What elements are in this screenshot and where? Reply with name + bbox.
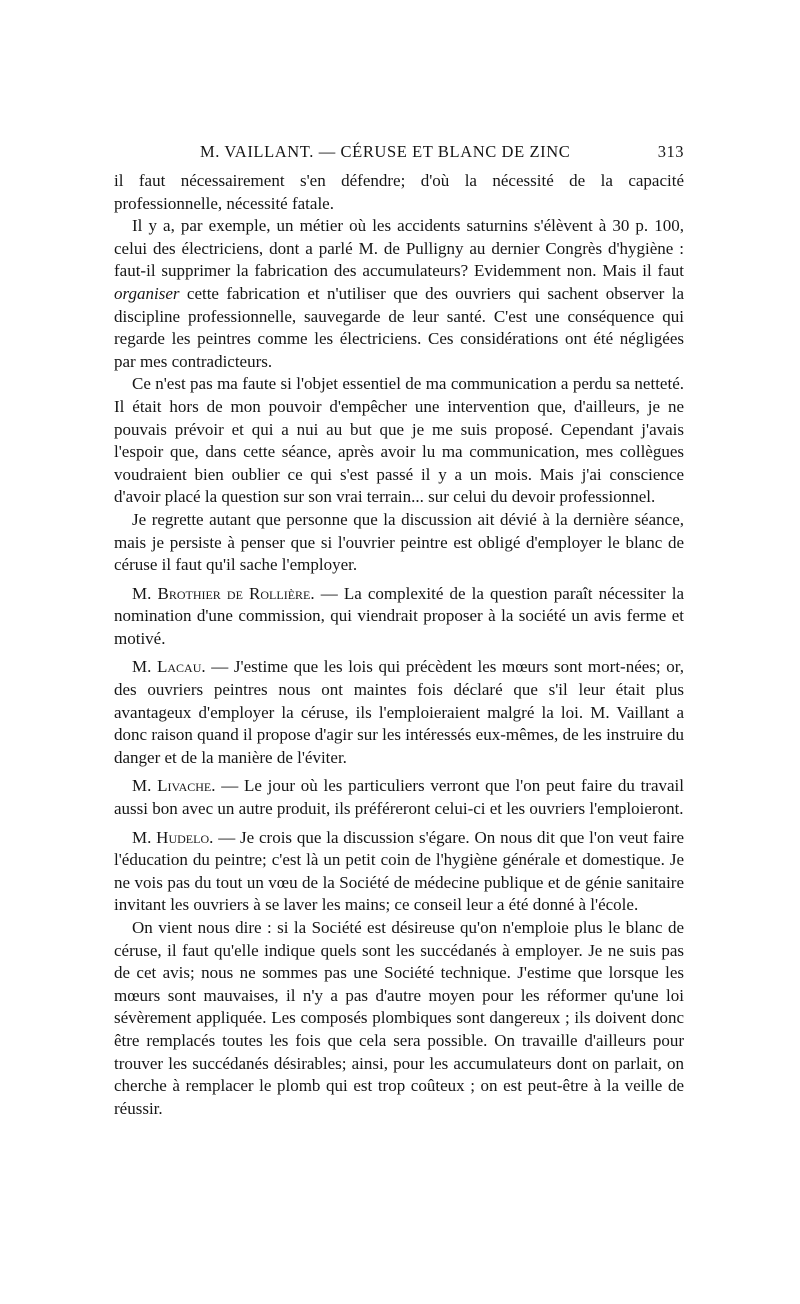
paragraph-text: — Le jour où les particuliers verront que l'on peut faire du travail aussi bon avec un autre produit, ils préféreront celui-ci et les ouvriers l'emploieront. (114, 776, 685, 819)
paragraph-text: Je regrette autant que personne que la discussion ait dévié à la dernière séance, mais je persiste à penser que si l'ouvrier peintre est obligé d'employer le blanc de céruse il faut qu'il sache l'employer. (114, 509, 684, 575)
paragraph (114, 509, 684, 577)
page-number: 313 (657, 142, 684, 161)
speaker-name: M. Livache. (132, 776, 216, 796)
paragraph-text: cette fabrication et n'utiliser que des ouvriers qui sachent observer la discipline professionnelle, sauvegarde de leur santé. C'est une conséquence qui regarde les peintres comme les électriciens. Ces considérations ont été négligées par mes contradicteurs. (114, 283, 684, 371)
paragraph-continued (114, 170, 684, 215)
paragraph-text: On vient nous dire : si la Société est désireuse qu'on n'emploie plus le blanc de céruse, il faut qu'elle indique quels sont les succédanés à employer. Je ne suis pas de cet avis; nous ne sommes pas une Société technique. J'estime que lorsque les mœurs sont mauvaises, il n'y a pas d'autre moyen pour les réformer qu'une loi sévèrement appliquée. Les composés plombiques sont dangereux ; ils doivent donc être remplacés toutes les fois que cela sera possible. On travaille d'ailleurs pour trouver les succédanés désirables; ainsi, pour les accumulateurs dont on parlait, on cherche à remplacer le plomb qui est trop coûteux ; on est peut-être à la veille de réussir. (114, 918, 684, 1118)
body-text (114, 170, 684, 1120)
speaker-name: M. Brothier de Rollière. (132, 583, 315, 603)
running-title: M. VAILLANT. — CÉRUSE ET BLANC DE ZINC (200, 142, 571, 161)
speaker-paragraph (114, 656, 684, 769)
paragraph-text: — Je crois que la discussion s'égare. On nous dit que l'on veut faire l'éducation du peintre; c'est là un petit coin de l'hygiène générale et domestique. Je ne vois pas du tout un vœu de la Société de médecine publique et de génie sanitaire invitant les ouvriers à se laver les mains; ce conseil leur a été donné à l'école. (114, 827, 684, 915)
paragraph (114, 917, 684, 1120)
paragraph-text: il faut nécessairement s'en défendre; d'où la nécessité de la capacité professionnelle, nécessité fatale. (114, 171, 684, 213)
speaker-paragraph (114, 583, 684, 651)
running-header (114, 142, 684, 170)
paragraph-text: — La complexité de la question paraît nécessiter la nomination d'une commission, qui viendrait proposer à la société un avis ferme et motivé. (114, 583, 684, 648)
paragraph-text: Ce n'est pas ma faute si l'objet essentiel de ma communication a perdu sa netteté. Il était hors de mon pouvoir d'empêcher une intervention que, d'ailleurs, je ne pouvais prévoir et qui a nui au but que je me suis proposé. Cependant j'avais l'espoir que, dans cette séance, après avoir lu ma communication, mes collègues voudraient bien oublier ce qui s'est passé il y a un mois. Mais j'ai conscience d'avoir placé la question sur son vrai terrain... sur celui du devoir professionnel. (114, 374, 684, 507)
book-page (114, 142, 684, 1120)
paragraph (114, 215, 684, 373)
speaker-paragraph (114, 775, 684, 820)
paragraph-text: — J'estime que les lois qui précèdent les mœurs sont mort-nées; or, des ouvriers peintres nous ont maintes fois déclaré que s'il leur était plus avantageux d'employer la céruse, ils l'emploieraient malgré la loi. M. Vaillant a donc raison quand il propose d'agir sur les intéressés eux-mêmes, de les instruire du danger et de la manière de l'éviter. (114, 657, 684, 767)
paragraph (114, 373, 684, 509)
speaker-paragraph (114, 827, 684, 917)
speaker-name: M. Hudelo. (132, 827, 214, 847)
speaker-name: M. Lacau. (132, 657, 206, 677)
paragraph-text: Il y a, par exemple, un métier où les accidents saturnins s'élèvent à 30 p. 100, celui des électriciens, dont a parlé M. de Pulligny au dernier Congrès d'hygiène : faut-il supprimer la fabrication des accumulateurs? Evidemment non. Mais il faut (114, 216, 684, 281)
emphasized-word: organiser (114, 283, 180, 303)
